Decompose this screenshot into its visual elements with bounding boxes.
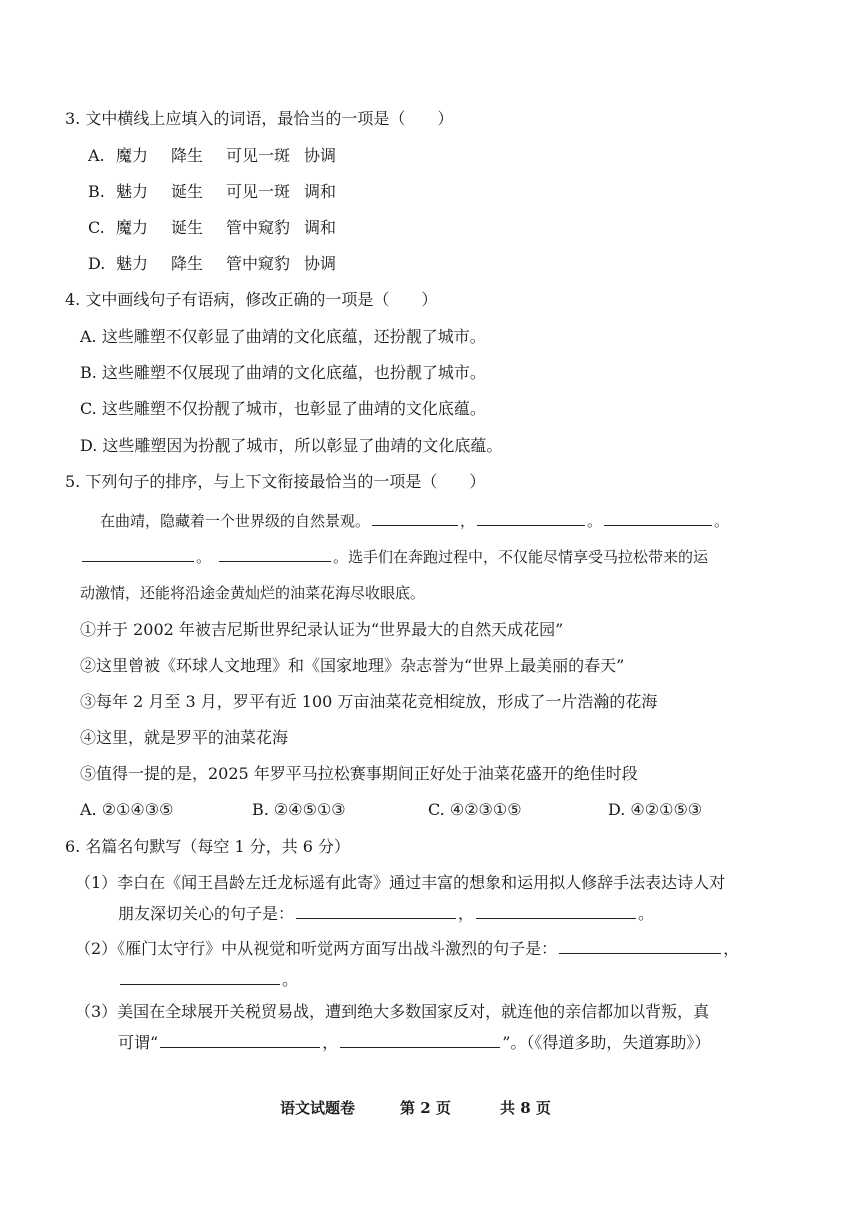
sentence-item-4: ④这里，就是罗平的油菜花海: [80, 728, 289, 747]
q6-sub3-prompt: 可谓“: [118, 1033, 159, 1052]
question-4-title: 4. 文中画线句子有语病，修改正确的一项是（ ）: [65, 290, 438, 309]
option-letter: A.: [88, 146, 105, 165]
punct: ，: [460, 512, 476, 530]
footer-subject: 语文试题卷: [280, 1099, 356, 1117]
option-word: 协调: [304, 146, 337, 165]
q6-sub3-line1: （3）美国在全球展开关税贸易战，遭到绝大多数国家反对，就连他的亲信都加以背叛，真: [75, 1002, 710, 1021]
answer-blank[interactable]: [296, 903, 456, 919]
option-word: 管中窥豹: [226, 218, 291, 237]
q3-option-d: [88, 253, 336, 275]
passage-text: 。选手们在奔跑过程中，不仅能尽情享受马拉松带来的运: [333, 548, 709, 566]
option-word: 降生: [171, 254, 204, 273]
option-word: 可见一斑: [226, 146, 291, 165]
option-word: 诞生: [171, 218, 204, 237]
option-word: 魔力: [116, 218, 149, 237]
option-word: 调和: [304, 218, 337, 237]
q5-choice-d: D. ④②①⑤③: [608, 800, 703, 819]
option-word: 魅力: [116, 182, 149, 201]
answer-blank[interactable]: [219, 546, 331, 562]
q6-sub2-line1: [75, 938, 739, 960]
answer-blank[interactable]: [82, 546, 194, 562]
punct: 。: [196, 548, 212, 566]
q6-sub1-prompt: 朋友深切关心的句子是：: [118, 904, 295, 923]
option-word: 可见一斑: [226, 182, 291, 201]
answer-blank[interactable]: [559, 938, 721, 954]
q4-option-c: C. 这些雕塑不仅扮靓了城市，也彰显了曲靖的文化底蕴。: [80, 399, 486, 418]
punct: 。: [638, 904, 655, 923]
option-word: 协调: [304, 254, 337, 273]
punct: ，: [723, 939, 740, 958]
sentence-item-2: ②这里曾被《环球人文地理》和《国家地理》杂志誉为“世界上最美丽的春天”: [80, 656, 625, 675]
punct: ，: [322, 1033, 339, 1052]
question-5-title: 5. 下列句子的排序，与上下文衔接最恰当的一项是（ ）: [65, 472, 486, 491]
question-6-title: 6. 名篇名句默写（每空 1 分，共 6 分）: [65, 837, 351, 856]
question-3-title: 3. 文中横线上应填入的词语，最恰当的一项是（ ）: [65, 109, 454, 128]
punct: 。: [282, 970, 299, 989]
punct: 。: [714, 512, 730, 530]
option-letter: D.: [88, 254, 106, 273]
q4-option-a: A. 这些雕塑不仅彰显了曲靖的文化底蕴，还扮靓了城市。: [80, 327, 486, 346]
q5-choice-a: A. ②①④③⑤: [80, 800, 174, 819]
q6-sub2-prompt: （2）《雁门太守行》中从视觉和听觉两方面写出战斗激烈的句子是：: [75, 939, 558, 958]
answer-blank[interactable]: [604, 510, 712, 526]
option-word: 魅力: [116, 254, 149, 273]
option-letter: C.: [88, 218, 105, 237]
passage-line-1: [100, 510, 729, 532]
q5-choice-c: C. ④②③①⑤: [428, 800, 522, 819]
footer-page-number: 第 2 页: [400, 1099, 451, 1117]
q3-option-b: [88, 181, 336, 203]
answer-blank[interactable]: [160, 1032, 320, 1048]
q6-sub2-line2: [118, 969, 298, 991]
q6-sub1-line1: （1）李白在《闻王昌龄左迁龙标遥有此寄》通过丰富的想象和运用拟人修辞手法表达诗人对: [75, 873, 726, 892]
q4-option-d: D. 这些雕塑因为扮靓了城市，所以彰显了曲靖的文化底蕴。: [80, 436, 503, 455]
option-word: 诞生: [171, 182, 204, 201]
punct: 。: [587, 512, 603, 530]
q4-option-b: B. 这些雕塑不仅展现了曲靖的文化底蕴，也扮靓了城市。: [80, 363, 486, 382]
passage-line-3: 动激情，还能将沿途金黄灿烂的油菜花海尽收眼底。: [80, 584, 426, 602]
q6-sub1-line2: [118, 903, 654, 925]
answer-blank[interactable]: [340, 1032, 500, 1048]
option-word: 调和: [304, 182, 337, 201]
answer-blank[interactable]: [476, 903, 636, 919]
option-word: 降生: [171, 146, 204, 165]
option-word: 魔力: [116, 146, 149, 165]
sentence-item-5: ⑤值得一提的是，2025 年罗平马拉松赛事期间正好处于油菜花盛开的绝佳时段: [80, 764, 638, 783]
punct: ，: [458, 904, 475, 923]
q3-option-c: [88, 217, 336, 239]
q6-sub3-line2: [118, 1032, 710, 1054]
q5-choice-b: B. ②④⑤①③: [252, 800, 346, 819]
passage-line-2: [80, 546, 708, 568]
footer-total-pages: 共 8 页: [500, 1099, 551, 1117]
sentence-item-1: ①并于 2002 年被吉尼斯世界纪录认证为“世界最大的自然天成花园”: [80, 620, 564, 639]
q3-option-a: [88, 145, 336, 167]
option-word: 管中窥豹: [226, 254, 291, 273]
answer-blank[interactable]: [372, 510, 458, 526]
q6-sub3-source: ”。（《得道多助，失道寡助》）: [502, 1033, 711, 1052]
passage-text: 在曲靖，隐藏着一个世界级的自然景观。: [100, 512, 371, 530]
sentence-item-3: ③每年 2 月至 3 月，罗平有近 100 万亩油菜花竞相绽放，形成了一片浩瀚的花海: [80, 692, 658, 711]
answer-blank[interactable]: [120, 969, 280, 985]
option-letter: B.: [88, 182, 105, 201]
answer-blank[interactable]: [477, 510, 585, 526]
